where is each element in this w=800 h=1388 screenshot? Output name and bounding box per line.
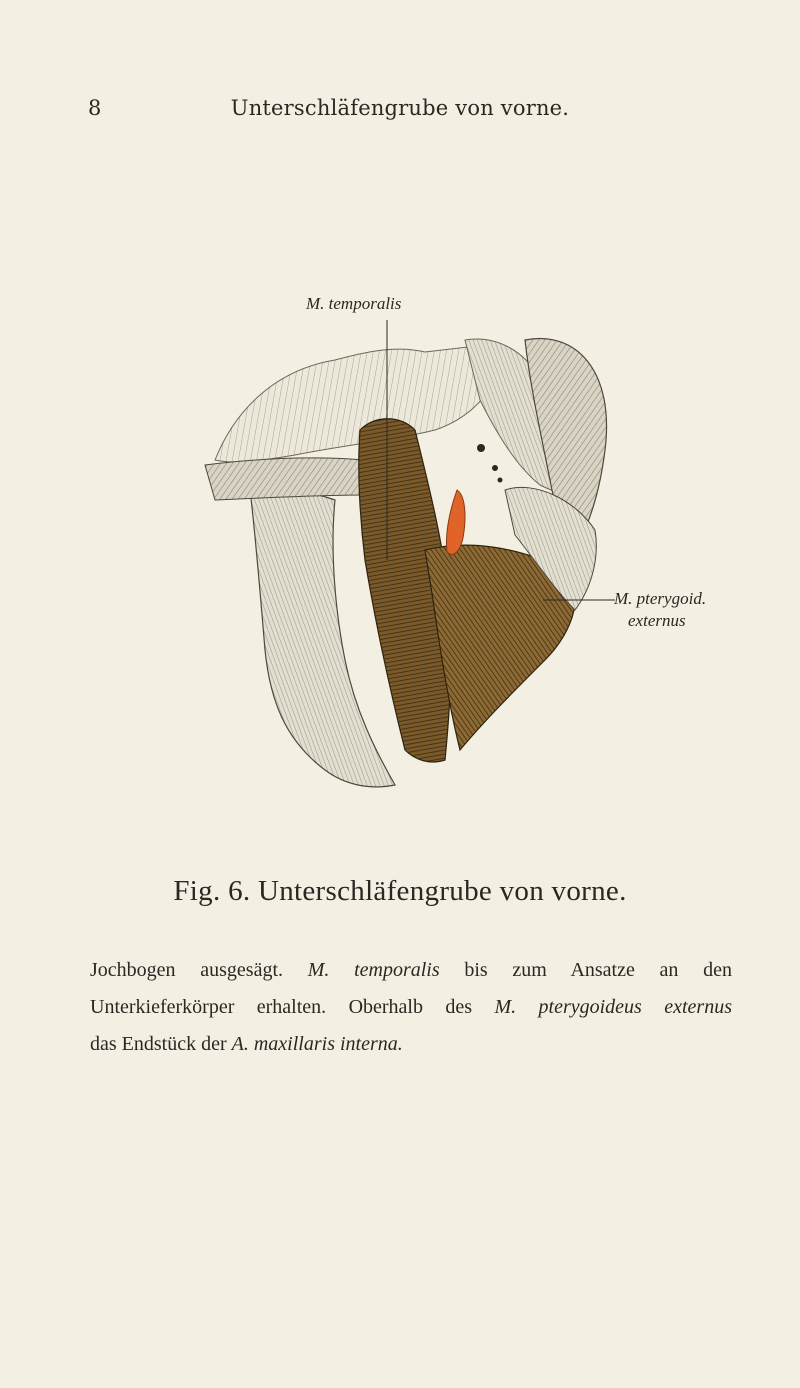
- figure-caption: [0, 875, 800, 908]
- page-number: 8: [88, 96, 102, 120]
- text-line-2: [90, 989, 732, 1026]
- skull-bone: [215, 345, 495, 462]
- text-segment: Unterkieferkörper erhalten. Oberhalb des: [90, 996, 473, 1018]
- figure-description: [90, 952, 732, 1063]
- fig-number: 6.: [228, 875, 251, 907]
- foramen: [477, 444, 485, 452]
- label-m-pterygoid: M. pterygoid.: [614, 589, 707, 608]
- label-m-temporalis: M. temporalis: [306, 294, 402, 313]
- label-externus: externus: [628, 611, 686, 630]
- running-title: Unterschläfengrube von vorne.: [230, 96, 570, 120]
- term-a-maxillaris-interna: A. maxillaris interna.: [231, 1033, 403, 1055]
- text-line-1: [90, 952, 732, 989]
- text-segment: bis zum Ansatze an den: [464, 959, 733, 981]
- illustration-svg: [195, 290, 735, 810]
- fig-label: Fig.: [173, 875, 221, 907]
- text-segment: das Endstück der: [90, 1033, 227, 1055]
- anatomical-illustration: [195, 290, 735, 810]
- term-m-temporalis: M. temporalis: [307, 959, 440, 981]
- foramen: [498, 478, 503, 483]
- caption-title: Unterschläfengrube von vorne.: [257, 875, 627, 907]
- term-m-pterygoideus-externus: M. pterygoideus externus: [494, 996, 733, 1018]
- text-line-3: [90, 1026, 732, 1063]
- foramen: [492, 465, 498, 471]
- zygomatic-stub: [205, 458, 365, 500]
- text-segment: Jochbogen ausgesägt.: [90, 959, 283, 981]
